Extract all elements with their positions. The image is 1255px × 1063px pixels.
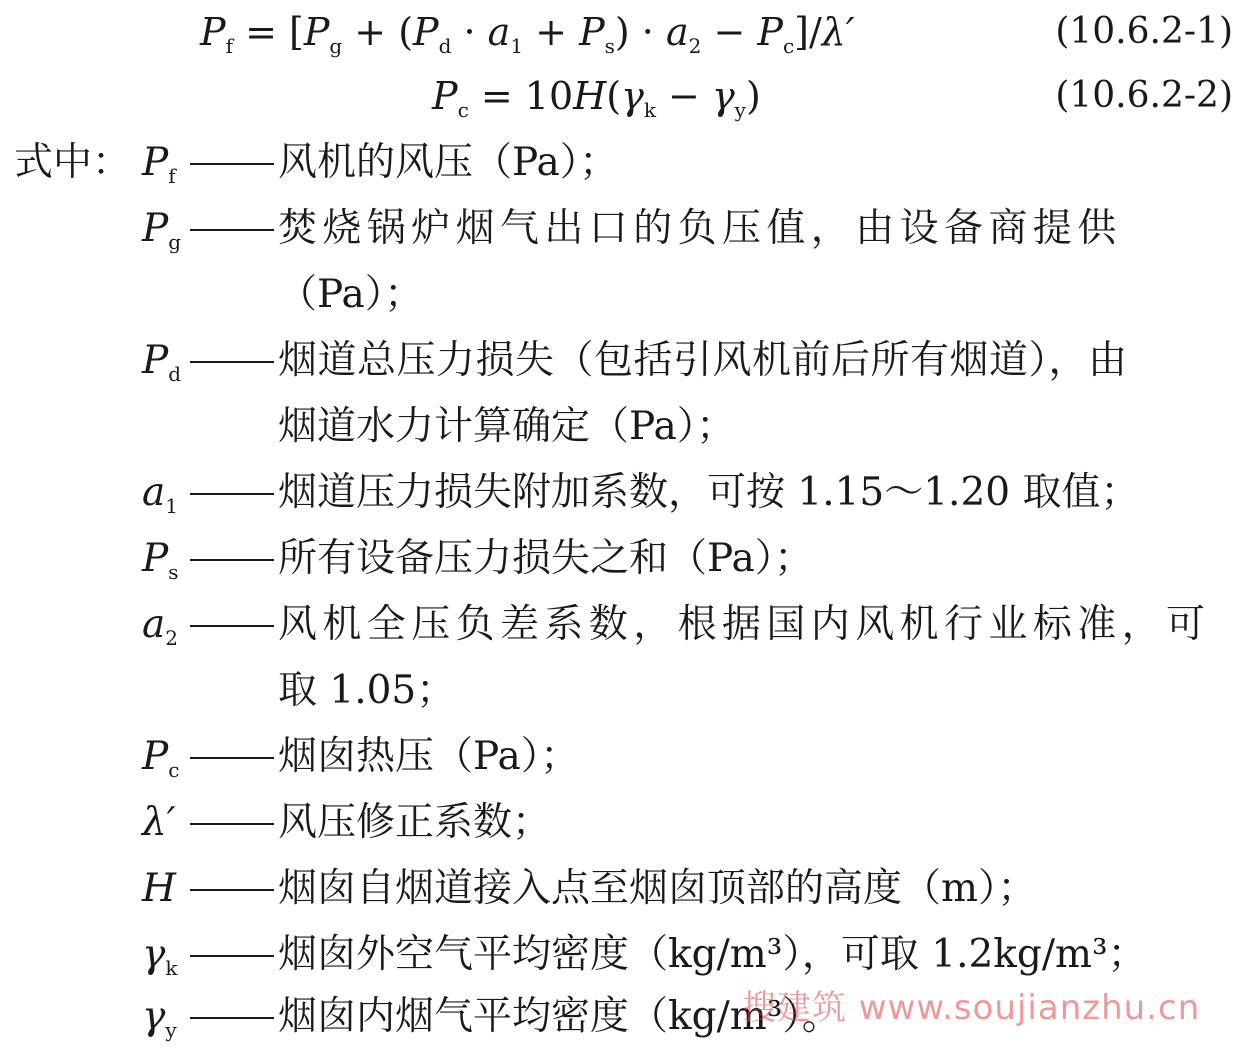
intro-label: 式中： bbox=[14, 140, 132, 185]
em-dash bbox=[190, 823, 274, 825]
em-dash bbox=[190, 757, 274, 759]
equation-10-6-2-2 bbox=[0, 66, 1255, 126]
definition-symbol: λ′ bbox=[142, 800, 176, 845]
definition-text: 风机全压负差系数，根据国内风机行业标准，可 bbox=[278, 602, 1211, 647]
em-dash bbox=[190, 229, 274, 231]
definition-symbol: H bbox=[142, 866, 177, 911]
em-dash bbox=[190, 361, 274, 363]
definition-text: 烟囱内烟气平均密度（kg/m³）。 bbox=[278, 994, 841, 1039]
definition-text: 所有设备压力损失之和（Pa）； bbox=[278, 536, 814, 581]
definition-text: 烟囱外空气平均密度（kg/m³），可取 1.2kg/m³； bbox=[278, 932, 1147, 977]
definition-symbol: $\gamma_y$ bbox=[142, 994, 177, 1042]
em-dash bbox=[190, 625, 274, 627]
definition-symbol: $P_d$ bbox=[142, 338, 182, 386]
definition-symbol: $P_c$ bbox=[142, 734, 180, 782]
definition-symbol: $P_s$ bbox=[142, 536, 179, 584]
em-dash bbox=[190, 163, 274, 165]
definition-text-continued: （Pa）； bbox=[278, 272, 424, 317]
equation-1-number: (10.6.2-1) bbox=[1055, 11, 1233, 52]
definition-symbol: $a_2$ bbox=[142, 602, 178, 650]
em-dash bbox=[190, 955, 274, 957]
definition-symbol: $a_1$ bbox=[142, 470, 178, 518]
em-dash bbox=[190, 493, 274, 495]
em-dash bbox=[190, 559, 274, 561]
definition-text: 烟道压力损失附加系数，可按 1.15～1.20 取值； bbox=[278, 470, 1140, 515]
definition-text: 烟囱热压（Pa）； bbox=[278, 734, 580, 779]
equation-2-expression: $P_c = 10H(\gamma_k - \gamma_y)$ bbox=[432, 74, 761, 122]
definition-symbol: $P_g$ bbox=[142, 206, 182, 254]
definition-text-continued: 取 1.05； bbox=[278, 668, 456, 713]
definition-text: 风机的风压（Pa）； bbox=[278, 140, 619, 185]
definition-symbol: $P_f$ bbox=[142, 140, 176, 188]
definition-text: 烟囱自烟道接入点至烟囱顶部的高度（m）； bbox=[278, 866, 1037, 911]
definition-text: 风压修正系数； bbox=[278, 800, 552, 845]
equation-1-expression: $P_f = [P_g + (P_d \cdot a_1 + P_s) \cdot a_2 - P_c]/\lambda'$ bbox=[200, 10, 855, 58]
definition-symbol: $\gamma_k$ bbox=[142, 932, 178, 980]
definition-text-continued: 烟道水力计算确定（Pa）； bbox=[278, 404, 736, 449]
equation-10-6-2-1 bbox=[0, 2, 1255, 62]
equation-2-number: (10.6.2-2) bbox=[1055, 75, 1233, 116]
em-dash bbox=[190, 889, 274, 891]
definition-text: 焚烧锅炉烟气出口的负压值，由设备商提供 bbox=[278, 206, 1122, 251]
definition-text: 烟道总压力损失（包括引风机前后所有烟道），由 bbox=[278, 338, 1128, 383]
site-watermark: 搜建筑 www.soujianzhu.cn bbox=[742, 988, 1201, 1028]
em-dash bbox=[190, 1017, 274, 1019]
